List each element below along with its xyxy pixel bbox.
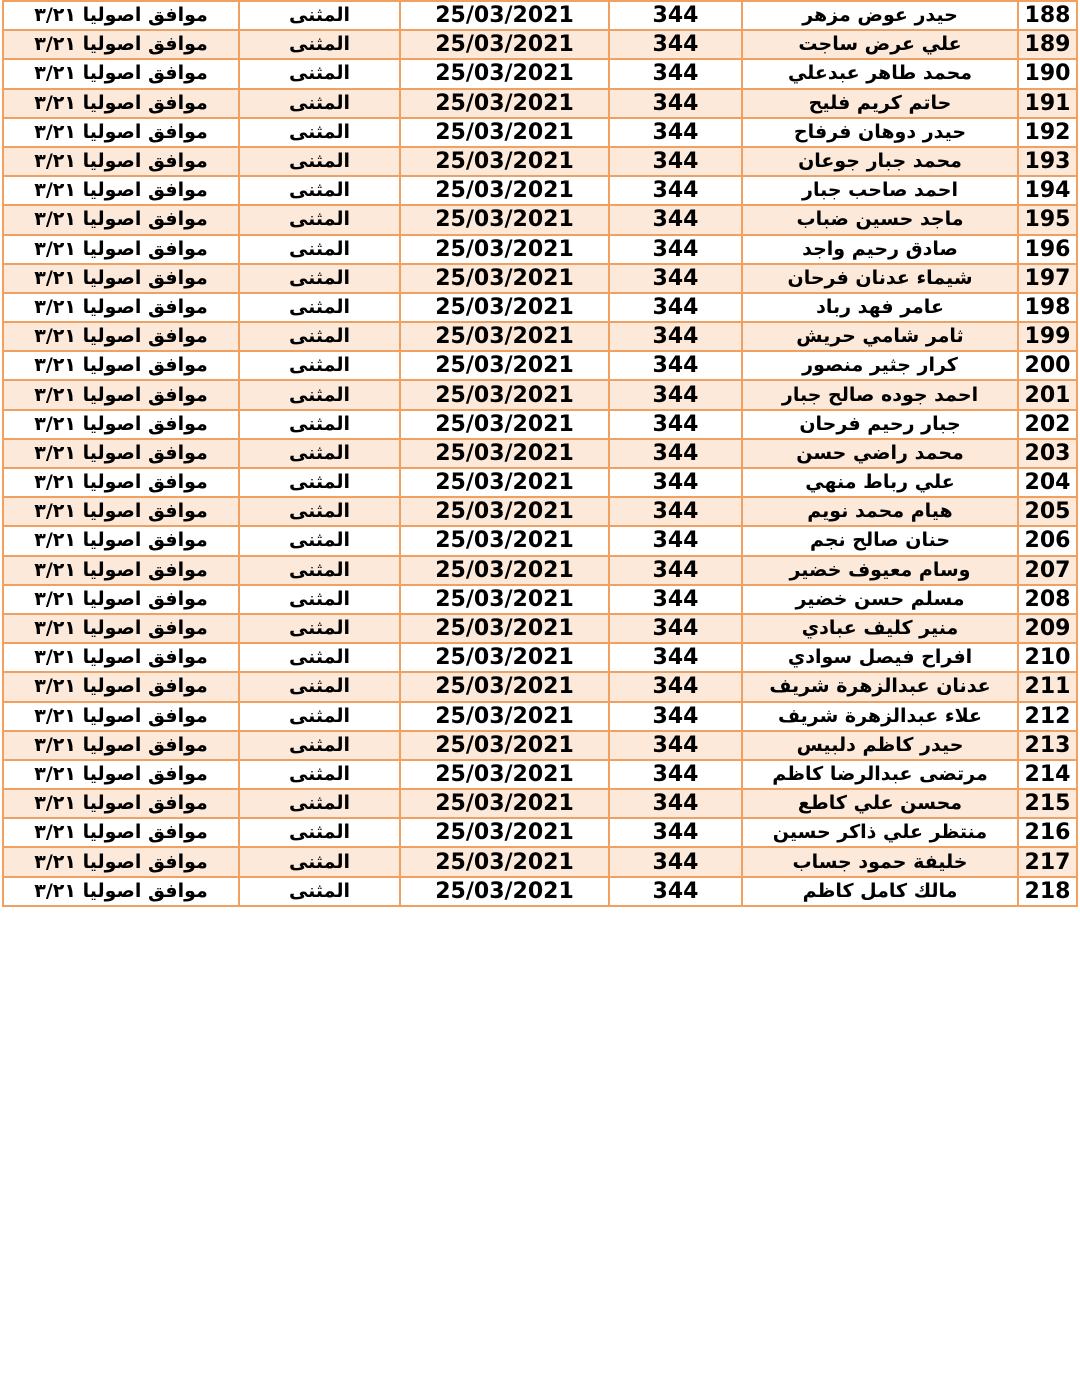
table-row bbox=[3, 789, 1077, 818]
row-number-cell: 202 bbox=[1018, 410, 1077, 439]
person-name-cell: افراح فيصل سوادي bbox=[742, 643, 1018, 672]
status-cell: موافق اصوليا ٣/٢١ bbox=[3, 380, 239, 409]
status-cell: موافق اصوليا ٣/٢١ bbox=[3, 439, 239, 468]
status-cell: موافق اصوليا ٣/٢١ bbox=[3, 351, 239, 380]
row-number-cell: 196 bbox=[1018, 235, 1077, 264]
row-number-cell: 200 bbox=[1018, 351, 1077, 380]
person-name-cell: حيدر كاظم دلبيس bbox=[742, 731, 1018, 760]
code-cell: 344 bbox=[609, 760, 742, 789]
province-cell: المثنى bbox=[239, 643, 400, 672]
province-cell: المثنى bbox=[239, 147, 400, 176]
status-cell: موافق اصوليا ٣/٢١ bbox=[3, 147, 239, 176]
table-row bbox=[3, 526, 1077, 555]
person-name-cell: مسلم حسن خضير bbox=[742, 585, 1018, 614]
code-cell: 344 bbox=[609, 176, 742, 205]
date-cell: 25/03/2021 bbox=[400, 556, 609, 585]
table-row bbox=[3, 205, 1077, 234]
table-row bbox=[3, 614, 1077, 643]
date-cell: 25/03/2021 bbox=[400, 672, 609, 701]
status-cell: موافق اصوليا ٣/٢١ bbox=[3, 556, 239, 585]
person-name-cell: خليفة حمود جساب bbox=[742, 847, 1018, 876]
date-cell: 25/03/2021 bbox=[400, 176, 609, 205]
person-name-cell: حيدر دوهان فرفاح bbox=[742, 118, 1018, 147]
province-cell: المثنى bbox=[239, 585, 400, 614]
status-cell: موافق اصوليا ٣/٢١ bbox=[3, 760, 239, 789]
person-name-cell: هيام محمد نويم bbox=[742, 497, 1018, 526]
date-cell: 25/03/2021 bbox=[400, 526, 609, 555]
code-cell: 344 bbox=[609, 818, 742, 847]
province-cell: المثنى bbox=[239, 468, 400, 497]
status-cell: موافق اصوليا ٣/٢١ bbox=[3, 176, 239, 205]
province-cell: المثنى bbox=[239, 89, 400, 118]
code-cell: 344 bbox=[609, 643, 742, 672]
province-cell: المثنى bbox=[239, 439, 400, 468]
code-cell: 344 bbox=[609, 293, 742, 322]
code-cell: 344 bbox=[609, 118, 742, 147]
person-name-cell: احمد جوده صالح جبار bbox=[742, 380, 1018, 409]
code-cell: 344 bbox=[609, 847, 742, 876]
date-cell: 25/03/2021 bbox=[400, 468, 609, 497]
code-cell: 344 bbox=[609, 147, 742, 176]
province-cell: المثنى bbox=[239, 322, 400, 351]
row-number-cell: 198 bbox=[1018, 293, 1077, 322]
row-number-cell: 206 bbox=[1018, 526, 1077, 555]
status-cell: موافق اصوليا ٣/٢١ bbox=[3, 30, 239, 59]
status-cell: موافق اصوليا ٣/٢١ bbox=[3, 643, 239, 672]
table-row bbox=[3, 731, 1077, 760]
table-row bbox=[3, 380, 1077, 409]
date-cell: 25/03/2021 bbox=[400, 205, 609, 234]
row-number-cell: 207 bbox=[1018, 556, 1077, 585]
code-cell: 344 bbox=[609, 59, 742, 88]
province-cell: المثنى bbox=[239, 847, 400, 876]
table-row bbox=[3, 147, 1077, 176]
table-row bbox=[3, 59, 1077, 88]
code-cell: 344 bbox=[609, 585, 742, 614]
person-name-cell: حاتم كريم فليح bbox=[742, 89, 1018, 118]
person-name-cell: شيماء عدنان فرحان bbox=[742, 264, 1018, 293]
person-name-cell: ثامر شامي حريش bbox=[742, 322, 1018, 351]
person-name-cell: وسام معيوف خضير bbox=[742, 556, 1018, 585]
status-cell: موافق اصوليا ٣/٢١ bbox=[3, 118, 239, 147]
row-number-cell: 201 bbox=[1018, 380, 1077, 409]
row-number-cell: 212 bbox=[1018, 702, 1077, 731]
table-row bbox=[3, 322, 1077, 351]
date-cell: 25/03/2021 bbox=[400, 818, 609, 847]
code-cell: 344 bbox=[609, 526, 742, 555]
status-cell: موافق اصوليا ٣/٢١ bbox=[3, 1, 239, 30]
row-number-cell: 208 bbox=[1018, 585, 1077, 614]
records-table-body bbox=[3, 1, 1077, 906]
date-cell: 25/03/2021 bbox=[400, 760, 609, 789]
person-name-cell: عدنان عبدالزهرة شريف bbox=[742, 672, 1018, 701]
person-name-cell: كرار جثير منصور bbox=[742, 351, 1018, 380]
table-row bbox=[3, 235, 1077, 264]
date-cell: 25/03/2021 bbox=[400, 877, 609, 906]
date-cell: 25/03/2021 bbox=[400, 351, 609, 380]
person-name-cell: علي رباط منهي bbox=[742, 468, 1018, 497]
code-cell: 344 bbox=[609, 731, 742, 760]
date-cell: 25/03/2021 bbox=[400, 59, 609, 88]
province-cell: المثنى bbox=[239, 30, 400, 59]
code-cell: 344 bbox=[609, 672, 742, 701]
row-number-cell: 211 bbox=[1018, 672, 1077, 701]
person-name-cell: علي عرض ساجت bbox=[742, 30, 1018, 59]
date-cell: 25/03/2021 bbox=[400, 264, 609, 293]
province-cell: المثنى bbox=[239, 380, 400, 409]
row-number-cell: 192 bbox=[1018, 118, 1077, 147]
person-name-cell: منتظر علي ذاكر حسين bbox=[742, 818, 1018, 847]
code-cell: 344 bbox=[609, 497, 742, 526]
row-number-cell: 191 bbox=[1018, 89, 1077, 118]
province-cell: المثنى bbox=[239, 789, 400, 818]
status-cell: موافق اصوليا ٣/٢١ bbox=[3, 585, 239, 614]
date-cell: 25/03/2021 bbox=[400, 847, 609, 876]
province-cell: المثنى bbox=[239, 351, 400, 380]
status-cell: موافق اصوليا ٣/٢١ bbox=[3, 410, 239, 439]
code-cell: 344 bbox=[609, 380, 742, 409]
date-cell: 25/03/2021 bbox=[400, 322, 609, 351]
status-cell: موافق اصوليا ٣/٢١ bbox=[3, 818, 239, 847]
row-number-cell: 205 bbox=[1018, 497, 1077, 526]
person-name-cell: عامر فهد رباد bbox=[742, 293, 1018, 322]
province-cell: المثنى bbox=[239, 672, 400, 701]
status-cell: موافق اصوليا ٣/٢١ bbox=[3, 789, 239, 818]
code-cell: 344 bbox=[609, 439, 742, 468]
province-cell: المثنى bbox=[239, 760, 400, 789]
person-name-cell: مالك كامل كاظم bbox=[742, 877, 1018, 906]
table-row bbox=[3, 672, 1077, 701]
status-cell: موافق اصوليا ٣/٢١ bbox=[3, 293, 239, 322]
code-cell: 344 bbox=[609, 556, 742, 585]
status-cell: موافق اصوليا ٣/٢١ bbox=[3, 59, 239, 88]
code-cell: 344 bbox=[609, 89, 742, 118]
table-row bbox=[3, 1, 1077, 30]
row-number-cell: 194 bbox=[1018, 176, 1077, 205]
date-cell: 25/03/2021 bbox=[400, 89, 609, 118]
date-cell: 25/03/2021 bbox=[400, 410, 609, 439]
code-cell: 344 bbox=[609, 322, 742, 351]
table-row bbox=[3, 585, 1077, 614]
person-name-cell: ماجد حسين ضباب bbox=[742, 205, 1018, 234]
date-cell: 25/03/2021 bbox=[400, 497, 609, 526]
status-cell: موافق اصوليا ٣/٢١ bbox=[3, 264, 239, 293]
row-number-cell: 193 bbox=[1018, 147, 1077, 176]
status-cell: موافق اصوليا ٣/٢١ bbox=[3, 731, 239, 760]
table-row bbox=[3, 264, 1077, 293]
row-number-cell: 214 bbox=[1018, 760, 1077, 789]
table-row bbox=[3, 293, 1077, 322]
province-cell: المثنى bbox=[239, 59, 400, 88]
province-cell: المثنى bbox=[239, 410, 400, 439]
province-cell: المثنى bbox=[239, 235, 400, 264]
table-row bbox=[3, 89, 1077, 118]
row-number-cell: 217 bbox=[1018, 847, 1077, 876]
province-cell: المثنى bbox=[239, 293, 400, 322]
status-cell: موافق اصوليا ٣/٢١ bbox=[3, 847, 239, 876]
province-cell: المثنى bbox=[239, 176, 400, 205]
row-number-cell: 203 bbox=[1018, 439, 1077, 468]
date-cell: 25/03/2021 bbox=[400, 614, 609, 643]
status-cell: موافق اصوليا ٣/٢١ bbox=[3, 205, 239, 234]
date-cell: 25/03/2021 bbox=[400, 30, 609, 59]
date-cell: 25/03/2021 bbox=[400, 293, 609, 322]
code-cell: 344 bbox=[609, 235, 742, 264]
row-number-cell: 210 bbox=[1018, 643, 1077, 672]
person-name-cell: مرتضى عبدالرضا كاظم bbox=[742, 760, 1018, 789]
table-row bbox=[3, 468, 1077, 497]
status-cell: موافق اصوليا ٣/٢١ bbox=[3, 614, 239, 643]
province-cell: المثنى bbox=[239, 818, 400, 847]
table-row bbox=[3, 176, 1077, 205]
table-row bbox=[3, 702, 1077, 731]
date-cell: 25/03/2021 bbox=[400, 789, 609, 818]
province-cell: المثنى bbox=[239, 731, 400, 760]
code-cell: 344 bbox=[609, 1, 742, 30]
table-row bbox=[3, 877, 1077, 906]
status-cell: موافق اصوليا ٣/٢١ bbox=[3, 322, 239, 351]
status-cell: موافق اصوليا ٣/٢١ bbox=[3, 235, 239, 264]
date-cell: 25/03/2021 bbox=[400, 731, 609, 760]
date-cell: 25/03/2021 bbox=[400, 380, 609, 409]
table-row bbox=[3, 410, 1077, 439]
table-row bbox=[3, 760, 1077, 789]
status-cell: موافق اصوليا ٣/٢١ bbox=[3, 497, 239, 526]
row-number-cell: 216 bbox=[1018, 818, 1077, 847]
status-cell: موافق اصوليا ٣/٢١ bbox=[3, 468, 239, 497]
province-cell: المثنى bbox=[239, 556, 400, 585]
province-cell: المثنى bbox=[239, 526, 400, 555]
code-cell: 344 bbox=[609, 264, 742, 293]
person-name-cell: علاء عبدالزهرة شريف bbox=[742, 702, 1018, 731]
row-number-cell: 218 bbox=[1018, 877, 1077, 906]
row-number-cell: 213 bbox=[1018, 731, 1077, 760]
code-cell: 344 bbox=[609, 702, 742, 731]
code-cell: 344 bbox=[609, 351, 742, 380]
person-name-cell: صادق رحيم واجد bbox=[742, 235, 1018, 264]
province-cell: المثنى bbox=[239, 118, 400, 147]
person-name-cell: محمد جبار جوعان bbox=[742, 147, 1018, 176]
date-cell: 25/03/2021 bbox=[400, 585, 609, 614]
table-row bbox=[3, 643, 1077, 672]
table-row bbox=[3, 818, 1077, 847]
province-cell: المثنى bbox=[239, 702, 400, 731]
code-cell: 344 bbox=[609, 205, 742, 234]
person-name-cell: محسن علي كاطع bbox=[742, 789, 1018, 818]
code-cell: 344 bbox=[609, 410, 742, 439]
person-name-cell: احمد صاحب جبار bbox=[742, 176, 1018, 205]
date-cell: 25/03/2021 bbox=[400, 439, 609, 468]
records-table bbox=[2, 0, 1078, 907]
row-number-cell: 204 bbox=[1018, 468, 1077, 497]
person-name-cell: منير كليف عبادي bbox=[742, 614, 1018, 643]
date-cell: 25/03/2021 bbox=[400, 643, 609, 672]
row-number-cell: 189 bbox=[1018, 30, 1077, 59]
code-cell: 344 bbox=[609, 789, 742, 818]
row-number-cell: 209 bbox=[1018, 614, 1077, 643]
province-cell: المثنى bbox=[239, 497, 400, 526]
status-cell: موافق اصوليا ٣/٢١ bbox=[3, 89, 239, 118]
date-cell: 25/03/2021 bbox=[400, 702, 609, 731]
date-cell: 25/03/2021 bbox=[400, 147, 609, 176]
table-row bbox=[3, 847, 1077, 876]
code-cell: 344 bbox=[609, 614, 742, 643]
province-cell: المثنى bbox=[239, 264, 400, 293]
status-cell: موافق اصوليا ٣/٢١ bbox=[3, 702, 239, 731]
table-row bbox=[3, 351, 1077, 380]
province-cell: المثنى bbox=[239, 614, 400, 643]
table-row bbox=[3, 118, 1077, 147]
person-name-cell: حيدر عوض مزهر bbox=[742, 1, 1018, 30]
row-number-cell: 197 bbox=[1018, 264, 1077, 293]
table-row bbox=[3, 439, 1077, 468]
row-number-cell: 215 bbox=[1018, 789, 1077, 818]
province-cell: المثنى bbox=[239, 1, 400, 30]
row-number-cell: 199 bbox=[1018, 322, 1077, 351]
date-cell: 25/03/2021 bbox=[400, 235, 609, 264]
date-cell: 25/03/2021 bbox=[400, 1, 609, 30]
person-name-cell: محمد طاهر عبدعلي bbox=[742, 59, 1018, 88]
table-row bbox=[3, 497, 1077, 526]
row-number-cell: 195 bbox=[1018, 205, 1077, 234]
row-number-cell: 190 bbox=[1018, 59, 1077, 88]
province-cell: المثنى bbox=[239, 877, 400, 906]
person-name-cell: محمد راضي حسن bbox=[742, 439, 1018, 468]
status-cell: موافق اصوليا ٣/٢١ bbox=[3, 526, 239, 555]
status-cell: موافق اصوليا ٣/٢١ bbox=[3, 672, 239, 701]
code-cell: 344 bbox=[609, 468, 742, 497]
row-number-cell: 188 bbox=[1018, 1, 1077, 30]
province-cell: المثنى bbox=[239, 205, 400, 234]
date-cell: 25/03/2021 bbox=[400, 118, 609, 147]
table-row bbox=[3, 30, 1077, 59]
code-cell: 344 bbox=[609, 877, 742, 906]
person-name-cell: حنان صالح نجم bbox=[742, 526, 1018, 555]
table-row bbox=[3, 556, 1077, 585]
person-name-cell: جبار رحيم فرحان bbox=[742, 410, 1018, 439]
status-cell: موافق اصوليا ٣/٢١ bbox=[3, 877, 239, 906]
code-cell: 344 bbox=[609, 30, 742, 59]
